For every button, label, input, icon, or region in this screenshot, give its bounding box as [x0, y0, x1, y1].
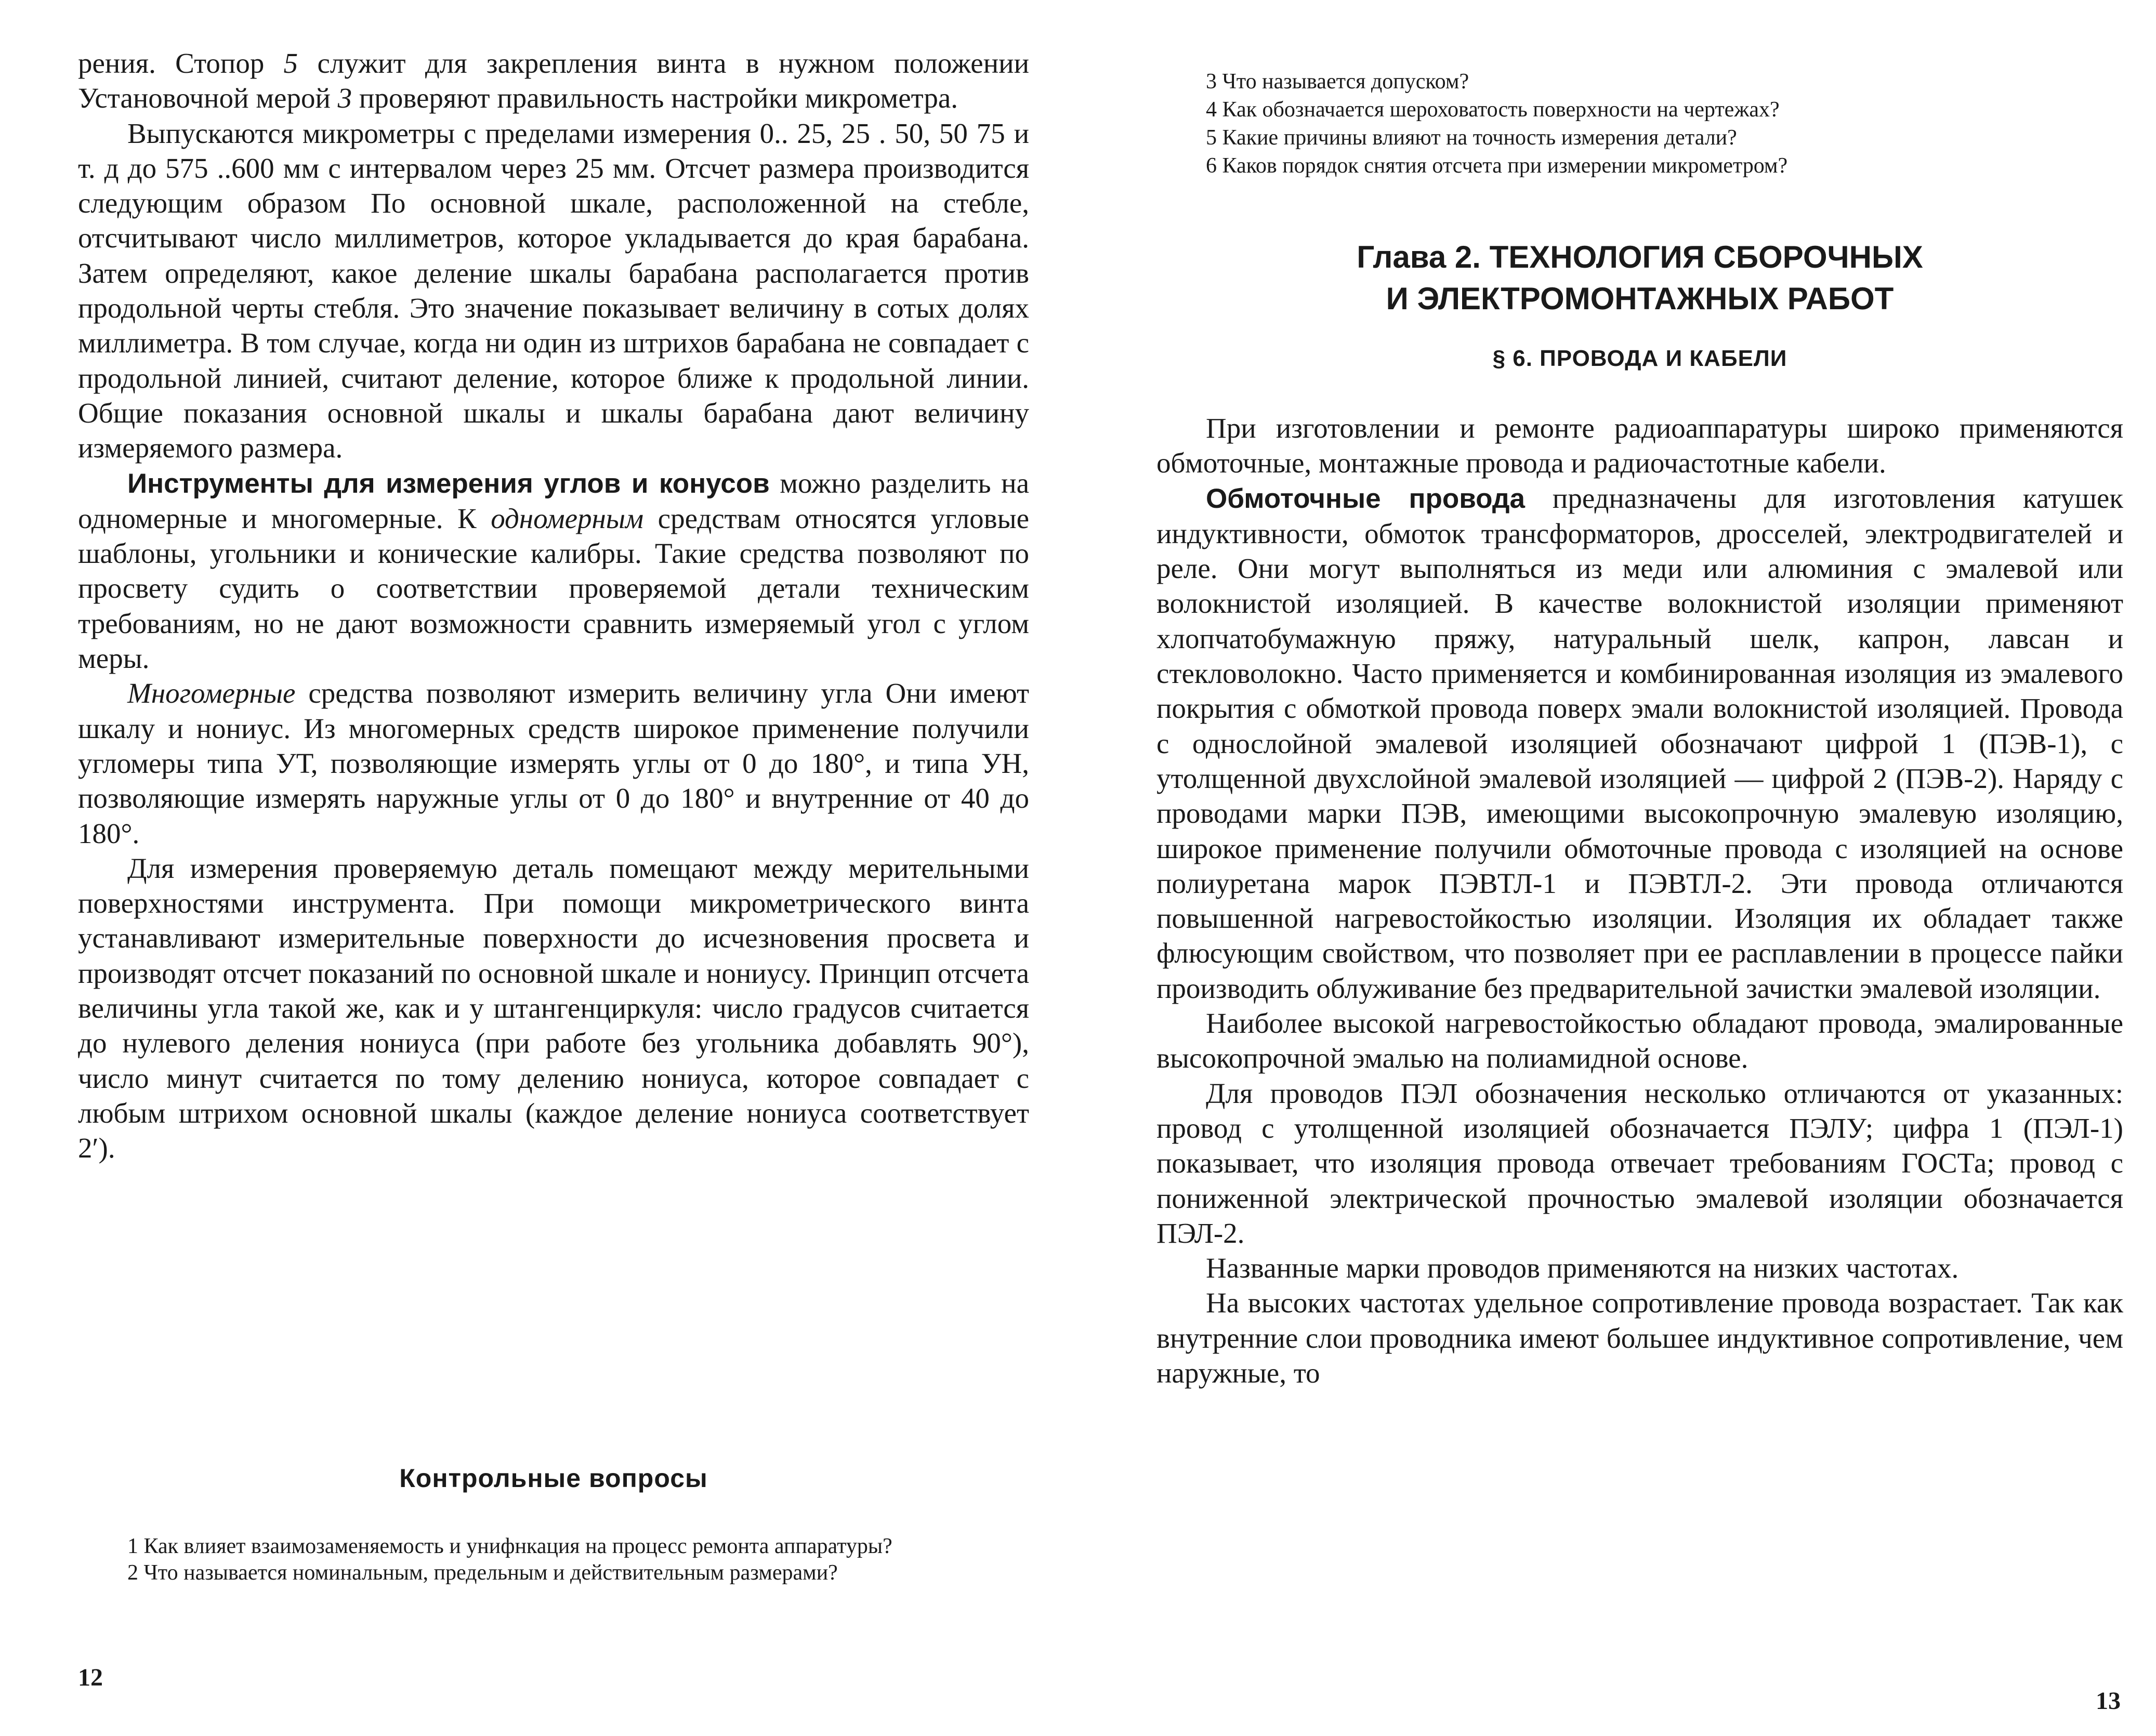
- left-body-text: [78, 46, 1029, 1166]
- body-paragraph: [78, 466, 1029, 676]
- page-number-right: 13: [2096, 1687, 2121, 1715]
- body-paragraph: [78, 676, 1029, 850]
- text-run: Выпускаются микрометры с пределами измерения 0.. 25, 25 . 50, 50 75 и т. д до 575 ..600 мм с интервалом через 25 мм. Отсчет размера производится следующим образом По основной шкале, расположенной на стебле, отсчитывают число миллиметров, которое укладывается до края барабана. Затем определяют, какое деление шкалы барабана располагается против продольной черты стебля. Это значение показывает величину в сотых долях миллиметра. В том случае, когда ни один из штрихов барабана не совпадает с продольной линией, считают деление, которое ближе к продольной линии. Общие показания основной шкалы и шкалы барабана дают величину измеряемого размера.: [78, 117, 1029, 464]
- question-item: 4 Как обозначается шероховатость поверхности на чертежах?: [1206, 98, 1780, 122]
- questions-list-left: [78, 1533, 1029, 1586]
- right-page: [1156, 0, 2123, 1736]
- text-run: средства позволяют измерить величину угла Они имеют шкалу и нониус. Из многомерных средств широкое применение получили угломеры типа УТ, позволяющие измерять углы от 0 до 180°, и типа УН, позволяющие измерять наружные углы от 0 до 180° и внутренние от 40 до 180°.: [78, 677, 1029, 849]
- body-paragraph: [1156, 1251, 2123, 1285]
- question-item: 2 Что называется номинальным, предельным и действительным размерами?: [127, 1561, 838, 1585]
- page-number-left: 12: [78, 1664, 103, 1691]
- question-item: 6 Каков порядок снятия отсчета при измерении микрометром?: [1206, 154, 1788, 178]
- chapter-title: [1156, 236, 2123, 320]
- body-paragraph: [1156, 411, 2123, 481]
- text-run: Наиболее высокой нагревостойкостью обладают провода, эмалированные высокопрочной эмалью на полиамидной основе.: [1156, 1007, 2123, 1074]
- paragraph-title: § 6. ПРОВОДА И КАБЕЛИ: [1492, 346, 1787, 371]
- text-run: средствам относятся угловые шаблоны, угольники и конические калибры. Такие средства позволяют по просвету судить о соответствии проверяемой детали техническим требованиям, но не дают возможности сравнить измеряемый угол с углом меры.: [78, 502, 1029, 675]
- text-run: можно разделить на одномерные и многомерные. К: [78, 467, 1029, 534]
- bold-term: Обмоточные провода: [1206, 483, 1525, 514]
- body-paragraph: [1156, 1006, 2123, 1076]
- question-item: 3 Что называется допуском?: [1206, 70, 1469, 94]
- body-paragraph: [1156, 481, 2123, 1006]
- bold-term: Инструменты для измерения углов и конусов: [127, 468, 770, 499]
- question-item: 1 Как влияет взаимозаменяемость и унифнкация на процесс ремонта аппаратуры?: [127, 1534, 892, 1558]
- chapter-title-line: Глава 2. ТЕХНОЛОГИЯ СБОРОЧНЫХ: [1357, 240, 1923, 274]
- text-run: служит для закрепления винта в нужном положении Установочной мерой: [78, 47, 1029, 114]
- body-paragraph: [78, 116, 1029, 466]
- body-paragraph: [1156, 1076, 2123, 1251]
- chapter-title-line: И ЭЛЕКТРОМОНТАЖНЫХ РАБОТ: [1386, 281, 1894, 316]
- text-run: При изготовлении и ремонте радиоаппаратуры широко применяются обмоточные, монтажные провода и радиочастотные кабели.: [1156, 412, 2123, 479]
- section-title: Контрольные вопросы: [399, 1464, 708, 1493]
- question-item: 5 Какие причины влияют на точность измерения детали?: [1206, 126, 1737, 150]
- text-run: рения. Стопор: [78, 47, 284, 79]
- text-run: Названные марки проводов применяются на низких частотах.: [1206, 1252, 1959, 1284]
- questions-list-right: [1206, 68, 2123, 180]
- left-page: [78, 0, 1029, 1736]
- italic-term: Многомерные: [127, 677, 296, 709]
- italic-term: 5: [283, 47, 298, 79]
- text-run: На высоких частотах удельное сопротивление провода возрастает. Так как внутренние слои проводника имеют большее индуктивное сопротивление, чем наружные, то: [1156, 1287, 2123, 1389]
- text-run: Для измерения проверяемую деталь помещают между мерительными поверхностями инструмента. При помощи микрометрического винта устанавливают измерительные поверхности до исчезновения просвета и производят отсчет показаний по основной шкале и нониусу. Принцип отсчета величины угла такой же, как и у штангенциркуля: число градусов считается до нулевого деления нониуса (при работе без угольника добавлять 90°), число минут считается по тому делению нониуса, которое совпадает с любым штрихом основной шкалы (каждое деление нониуса соответствует 2′).: [78, 852, 1029, 1164]
- italic-term: 3: [337, 82, 352, 114]
- text-run: Для проводов ПЭЛ обозначения несколько отличаются от указанных: провод с утолщенной изоляцией обозначается ПЭЛУ; цифра 1 (ПЭЛ-1) показывает, что изоляция провода отвечает требованиям ГОСТа; провод с пониженной электрической прочностью эмалевой изоляции обозначается ПЭЛ-2.: [1156, 1077, 2123, 1249]
- body-paragraph: [1156, 1285, 2123, 1390]
- right-body-text: [1156, 411, 2123, 1390]
- text-run: предназначены для изготовления катушек индуктивности, обмоток трансформаторов, дросселей, электродвигателей и реле. Они могут выполняться из меди или алюминия с эмалевой или волокнистой изоляцией. В качестве волокнистой изоляции применяют хлопчатобумажную пряжу, натуральный шелк, капрон, лавсан и стекловолокно. Часто применяется и комбинированная изоляция из эмалевого покрытия с обмоткой провода поверх эмали волокнистой изоляцией. Провода с однослойной эмалевой изоляцией обозначают цифрой 1 (ПЭВ-1), с утолщенной двухслойной эмалевой изоляцией — цифрой 2 (ПЭВ-2). Наряду с проводами марки ПЭВ, имеющими высокопрочную эмалевую изоляцию, широкое применение получили обмоточные провода с изоляцией на основе полиуретана марок ПЭВТЛ-1 и ПЭВТЛ-2. Эти провода отличаются повышенной нагревостойкостью изоляции. Изоляция их обладает также флюсующим свойством, что позволяет при ее расплавлении в процессе пайки производить облуживание без предварительной зачистки эмалевой изоляции.: [1156, 482, 2123, 1004]
- body-paragraph: [78, 851, 1029, 1166]
- body-paragraph: [78, 46, 1029, 116]
- italic-term: одномерным: [491, 502, 644, 534]
- text-run: проверяют правильность настройки микрометра.: [352, 82, 958, 114]
